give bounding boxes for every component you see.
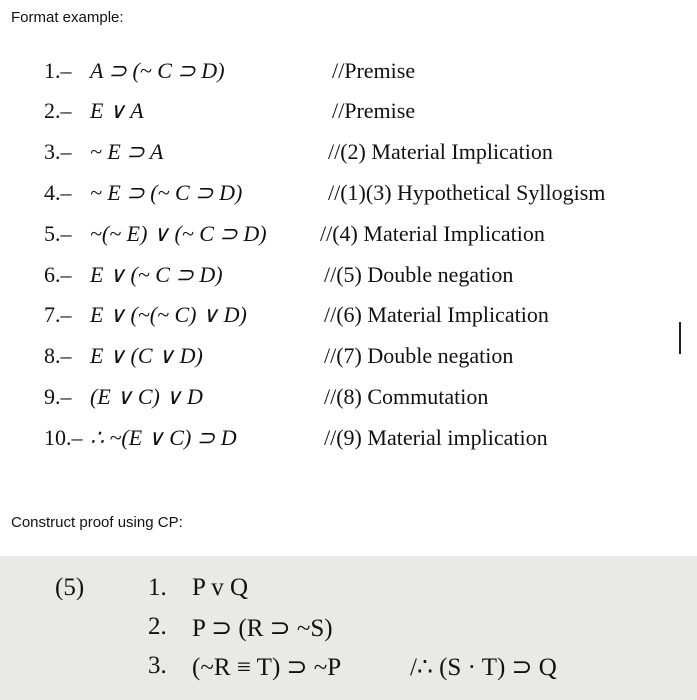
line-justification: //(9) Material implication <box>324 425 548 450</box>
line-expression: E ∨ A <box>90 98 144 123</box>
line-expression: E ∨ (~ C ⊃ D) <box>90 262 223 287</box>
line-justification: //(2) Material Implication <box>328 139 553 164</box>
premise-line <box>0 613 697 647</box>
premise-line <box>0 574 697 608</box>
construct-proof-heading: Construct proof using CP: <box>11 514 183 531</box>
premise-number: 3. <box>148 652 167 679</box>
line-number: 4.– <box>44 180 72 205</box>
line-justification: //(6) Material Implication <box>324 302 549 327</box>
line-expression: ~(~ E) ∨ (~ C ⊃ D) <box>90 221 267 246</box>
line-number: 8.– <box>44 343 72 368</box>
line-justification: //(8) Commutation <box>324 384 489 409</box>
line-justification: //Premise <box>332 98 416 123</box>
conclusion: /∴ (S · T) ⊃ Q <box>410 654 557 681</box>
line-number: 10.– <box>44 425 83 450</box>
text-cursor <box>679 322 681 354</box>
line-justification: //(1)(3) Hypothetical Syllogism <box>328 180 606 205</box>
line-justification: //(7) Double negation <box>324 343 514 368</box>
problem-panel <box>0 556 697 700</box>
premise-expression: P v Q <box>192 574 249 601</box>
problem-number: (5) <box>55 574 85 601</box>
line-expression: ∴ ~(E ∨ C) ⊃ D <box>90 425 237 450</box>
line-number: 3.– <box>44 139 72 164</box>
line-expression: ~ E ⊃ (~ C ⊃ D) <box>90 180 243 205</box>
premise-number: 1. <box>148 574 167 601</box>
line-justification: //(4) Material Implication <box>320 221 545 246</box>
line-number: 7.– <box>44 302 72 327</box>
line-expression: (E ∨ C) ∨ D <box>90 384 203 409</box>
line-expression: A ⊃ (~ C ⊃ D) <box>90 58 225 83</box>
line-number: 5.– <box>44 221 72 246</box>
premise-line <box>0 652 400 686</box>
line-number: 9.– <box>44 384 72 409</box>
line-expression: ~ E ⊃ A <box>90 139 164 164</box>
format-example-heading: Format example: <box>11 9 124 26</box>
line-number: 2.– <box>44 98 72 123</box>
line-justification: //(5) Double negation <box>324 262 514 287</box>
premise-number: 2. <box>148 613 167 640</box>
line-expression: E ∨ (C ∨ D) <box>90 343 203 368</box>
line-number: 1.– <box>44 58 72 83</box>
premise-expression: (~R ≡ T) ⊃ ~P <box>192 654 342 681</box>
line-expression: E ∨ (~(~ C) ∨ D) <box>90 302 247 327</box>
line-number: 6.– <box>44 262 72 287</box>
line-justification: //Premise <box>332 58 416 83</box>
premise-expression: P ⊃ (R ⊃ ~S) <box>192 615 333 642</box>
